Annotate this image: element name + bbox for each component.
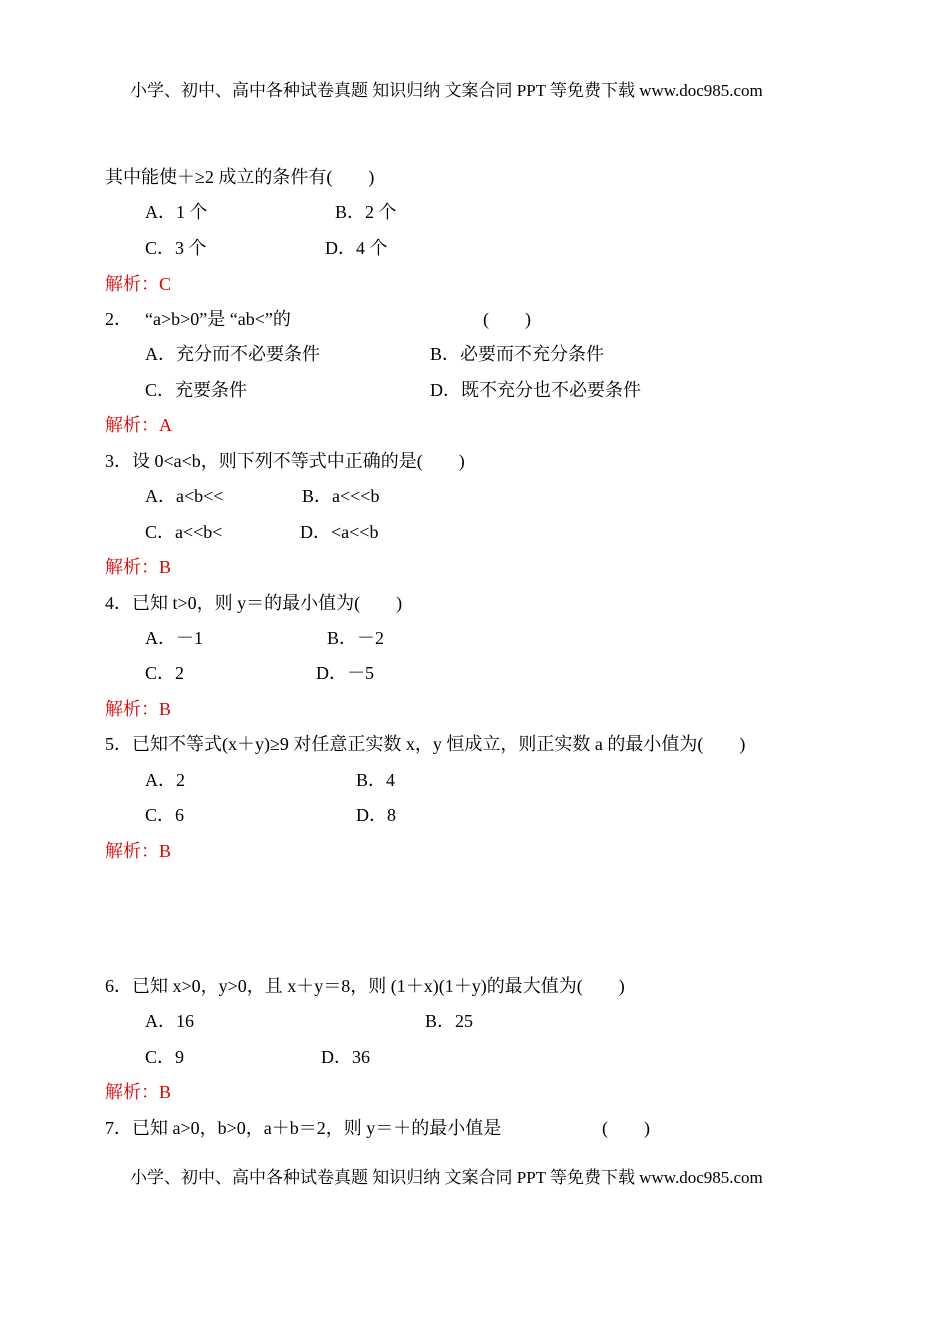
question-6-option-a: A．16: [145, 1011, 194, 1031]
question-2-paren: ( ): [483, 309, 531, 329]
question-5-option-d: D．8: [356, 805, 396, 825]
question-5-option-c: C．6: [145, 805, 185, 825]
question-2-option-b: B．必要而不充分条件: [430, 344, 605, 364]
question-2-number: 2．: [105, 309, 132, 329]
question-1-option-d: D．4 个: [325, 238, 388, 258]
page-header: 小学、初中、高中各种试卷真题 知识归纳 文案合同 PPT 等免费下载 www.doc985.com: [130, 81, 763, 100]
question-3-answer: 解析：B: [105, 557, 172, 577]
question-2-option-c: C．充要条件: [145, 380, 248, 400]
question-3-option-b: B．a<<<b: [302, 486, 380, 506]
question-1-answer: 解析：C: [105, 274, 172, 294]
question-2-option-a: A．充分而不必要条件: [145, 344, 320, 364]
question-1-option-b: B．2 个: [335, 202, 397, 222]
question-2-answer: 解析：A: [105, 415, 172, 435]
question-4-option-b: B．－2: [327, 628, 385, 648]
question-3-option-d: D．<a<<b: [300, 522, 379, 542]
question-2-option-d: D．既不充分也不必要条件: [430, 380, 641, 400]
question-3-option-c: C．a<<b<: [145, 522, 223, 542]
question-4-answer: 解析：B: [105, 699, 172, 719]
question-5-stem: 5．已知不等式(x＋y)≥9 对任意正实数 x，y 恒成立，则正实数 a 的最小值为( ): [105, 734, 746, 754]
question-6-stem: 6．已知 x>0，y>0，且 x＋y＝8，则 (1＋x)(1＋y)的最大值为( ): [105, 976, 625, 996]
question-2-stem: “a>b>0”是 “ab<”的: [145, 309, 291, 329]
question-3-option-a: A．a<b<<: [145, 486, 224, 506]
question-5-answer: 解析：B: [105, 841, 172, 861]
question-1-stem: 其中能使＋≥2 成立的条件有( ): [105, 167, 375, 187]
question-1-option-a: A．1 个: [145, 202, 208, 222]
question-7-stem: 7．已知 a>0，b>0，a＋b＝2，则 y＝＋的最小值是: [105, 1118, 502, 1138]
question-1-option-c: C．3 个: [145, 238, 207, 258]
page-footer: 小学、初中、高中各种试卷真题 知识归纳 文案合同 PPT 等免费下载 www.doc985.com: [130, 1168, 763, 1187]
question-3-stem: 3．设 0<a<b，则下列不等式中正确的是( ): [105, 451, 465, 471]
question-4-stem: 4．已知 t>0，则 y＝的最小值为( ): [105, 593, 403, 613]
question-6-option-b: B．25: [425, 1011, 474, 1031]
question-4-option-c: C．2: [145, 663, 185, 683]
question-5-option-a: A．2: [145, 770, 185, 790]
question-4-option-d: D．－5: [316, 663, 374, 683]
question-4-option-a: A．－1: [145, 628, 203, 648]
question-5-option-b: B．4: [356, 770, 396, 790]
question-6-option-d: D．36: [321, 1047, 370, 1067]
question-6-option-c: C．9: [145, 1047, 185, 1067]
question-7-paren: ( ): [602, 1118, 650, 1138]
question-6-answer: 解析：B: [105, 1082, 172, 1102]
